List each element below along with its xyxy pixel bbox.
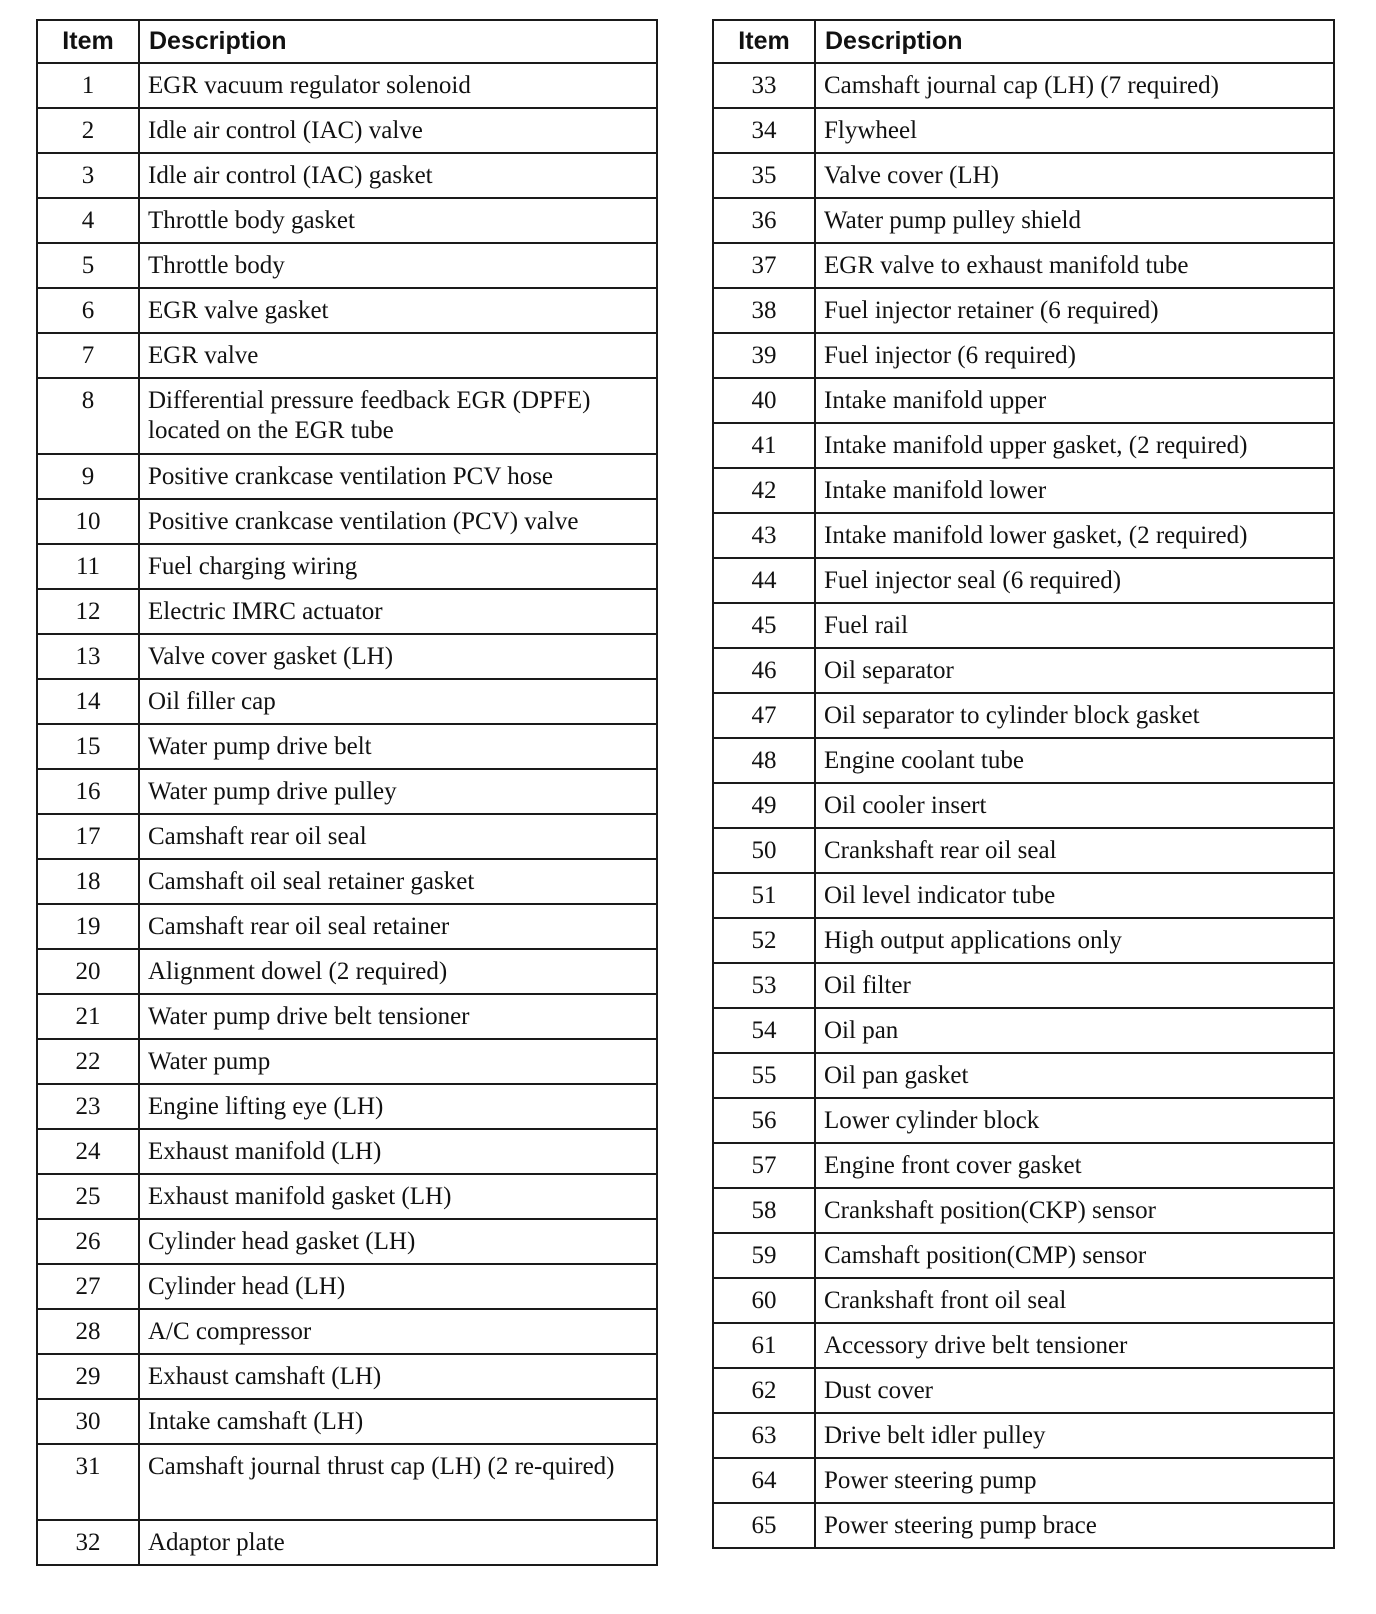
header-row (713, 20, 1334, 63)
item-description: Water pump drive belt (139, 724, 657, 769)
table-row (37, 333, 657, 378)
item-number: 29 (37, 1354, 139, 1399)
item-number: 62 (713, 1368, 815, 1413)
item-number: 32 (37, 1520, 139, 1565)
item-number: 60 (713, 1278, 815, 1323)
table-row (713, 108, 1334, 153)
table-row (37, 1219, 657, 1264)
table-row (713, 1323, 1334, 1368)
item-number: 41 (713, 423, 815, 468)
item-description: EGR valve to exhaust manifold tube (815, 243, 1334, 288)
item-number: 43 (713, 513, 815, 558)
item-number: 65 (713, 1503, 815, 1548)
item-number: 7 (37, 333, 139, 378)
item-description: Crankshaft rear oil seal (815, 828, 1334, 873)
item-number: 51 (713, 873, 815, 918)
parts-legend-table-right (712, 19, 1335, 1549)
item-number: 20 (37, 949, 139, 994)
item-number: 50 (713, 828, 815, 873)
item-description: Camshaft oil seal retainer gasket (139, 859, 657, 904)
item-description: Intake manifold upper gasket, (2 required) (815, 423, 1334, 468)
item-description: Camshaft position(CMP) sensor (815, 1233, 1334, 1278)
item-description: A/C compressor (139, 1309, 657, 1354)
table-row (713, 153, 1334, 198)
table-row (37, 288, 657, 333)
item-description: EGR vacuum regulator solenoid (139, 63, 657, 108)
item-number: 59 (713, 1233, 815, 1278)
item-description: Dust cover (815, 1368, 1334, 1413)
item-number: 63 (713, 1413, 815, 1458)
item-number: 64 (713, 1458, 815, 1503)
table-row (713, 423, 1334, 468)
item-number: 58 (713, 1188, 815, 1233)
item-description: Intake manifold lower gasket, (2 required) (815, 513, 1334, 558)
item-column-header: Item (713, 20, 815, 63)
table-row (37, 108, 657, 153)
item-description: Water pump (139, 1039, 657, 1084)
item-number: 28 (37, 1309, 139, 1354)
table-row (713, 1503, 1334, 1548)
table-row (713, 918, 1334, 963)
item-description: Engine coolant tube (815, 738, 1334, 783)
item-number: 39 (713, 333, 815, 378)
table-row (713, 1458, 1334, 1503)
parts-legend-table-left (36, 19, 658, 1566)
item-description: EGR valve gasket (139, 288, 657, 333)
item-description: EGR valve (139, 333, 657, 378)
item-description: Oil separator (815, 648, 1334, 693)
table-row (713, 1278, 1334, 1323)
item-description: Intake manifold lower (815, 468, 1334, 513)
table-row (713, 693, 1334, 738)
table-row (37, 589, 657, 634)
table-row (37, 1084, 657, 1129)
table-row (713, 468, 1334, 513)
table-row (37, 769, 657, 814)
item-number: 26 (37, 1219, 139, 1264)
item-description: Fuel charging wiring (139, 544, 657, 589)
item-number: 52 (713, 918, 815, 963)
item-description: High output applications only (815, 918, 1334, 963)
table-row (713, 1053, 1334, 1098)
item-description: Exhaust manifold (LH) (139, 1129, 657, 1174)
item-description: Exhaust camshaft (LH) (139, 1354, 657, 1399)
item-number: 5 (37, 243, 139, 288)
item-description: Power steering pump (815, 1458, 1334, 1503)
table-row (713, 1188, 1334, 1233)
table-row (713, 738, 1334, 783)
item-number: 25 (37, 1174, 139, 1219)
item-number: 46 (713, 648, 815, 693)
table-row (37, 198, 657, 243)
item-description: Engine front cover gasket (815, 1143, 1334, 1188)
table-row (713, 558, 1334, 603)
table-row (37, 63, 657, 108)
item-description: Idle air control (IAC) gasket (139, 153, 657, 198)
item-description: Idle air control (IAC) valve (139, 108, 657, 153)
item-description: Camshaft journal cap (LH) (7 required) (815, 63, 1334, 108)
item-description: Flywheel (815, 108, 1334, 153)
item-number: 11 (37, 544, 139, 589)
table-row (713, 1143, 1334, 1188)
item-number: 2 (37, 108, 139, 153)
item-number: 55 (713, 1053, 815, 1098)
item-number: 36 (713, 198, 815, 243)
table-row (37, 1354, 657, 1399)
item-description: Camshaft rear oil seal retainer (139, 904, 657, 949)
item-number: 34 (713, 108, 815, 153)
item-number: 17 (37, 814, 139, 859)
item-description: Oil cooler insert (815, 783, 1334, 828)
item-description: Oil separator to cylinder block gasket (815, 693, 1334, 738)
item-description: Exhaust manifold gasket (LH) (139, 1174, 657, 1219)
description-column-header: Description (139, 20, 657, 63)
item-description: Crankshaft front oil seal (815, 1278, 1334, 1323)
table-row (37, 1264, 657, 1309)
item-description: Differential pressure feedback EGR (DPFE) located on the EGR tube (139, 378, 657, 454)
item-description: Valve cover (LH) (815, 153, 1334, 198)
table-row (713, 1008, 1334, 1053)
item-description: Camshaft rear oil seal (139, 814, 657, 859)
table-row (37, 949, 657, 994)
item-number: 22 (37, 1039, 139, 1084)
item-number: 12 (37, 589, 139, 634)
item-description: Water pump pulley shield (815, 198, 1334, 243)
table-row (713, 243, 1334, 288)
item-number: 44 (713, 558, 815, 603)
description-column-header: Description (815, 20, 1334, 63)
item-number: 45 (713, 603, 815, 648)
item-description: Intake camshaft (LH) (139, 1399, 657, 1444)
table-row (37, 1309, 657, 1354)
table-row (37, 679, 657, 724)
item-number: 14 (37, 679, 139, 724)
item-description: Fuel injector retainer (6 required) (815, 288, 1334, 333)
header-row (37, 20, 657, 63)
table-row (713, 783, 1334, 828)
item-number: 4 (37, 198, 139, 243)
table-body (713, 63, 1334, 1548)
item-number: 15 (37, 724, 139, 769)
item-description: Throttle body gasket (139, 198, 657, 243)
table-row (37, 724, 657, 769)
table-row (713, 873, 1334, 918)
item-number: 18 (37, 859, 139, 904)
table-row (713, 333, 1334, 378)
item-description: Oil pan gasket (815, 1053, 1334, 1098)
table-row (713, 648, 1334, 693)
item-number: 16 (37, 769, 139, 814)
table-row (37, 904, 657, 949)
item-number: 19 (37, 904, 139, 949)
item-number: 6 (37, 288, 139, 333)
table-row (713, 288, 1334, 333)
table-row (37, 153, 657, 198)
table-row (37, 1520, 657, 1565)
item-number: 57 (713, 1143, 815, 1188)
item-number: 23 (37, 1084, 139, 1129)
item-description: Oil pan (815, 1008, 1334, 1053)
table-row (713, 1368, 1334, 1413)
table-row (37, 378, 657, 454)
item-description: Electric IMRC actuator (139, 589, 657, 634)
item-number: 21 (37, 994, 139, 1039)
item-number: 48 (713, 738, 815, 783)
item-number: 38 (713, 288, 815, 333)
item-description: Drive belt idler pulley (815, 1413, 1334, 1458)
item-description: Throttle body (139, 243, 657, 288)
table-row (713, 63, 1334, 108)
item-description: Alignment dowel (2 required) (139, 949, 657, 994)
table-row (37, 859, 657, 904)
table-row (713, 1233, 1334, 1278)
table-row (37, 1399, 657, 1444)
table-row (37, 454, 657, 499)
table-row (713, 513, 1334, 558)
item-number: 31 (37, 1444, 139, 1520)
table-body (37, 63, 657, 1565)
table-row (713, 828, 1334, 873)
item-number: 35 (713, 153, 815, 198)
item-number: 10 (37, 499, 139, 544)
table-row (37, 499, 657, 544)
item-description: Fuel injector (6 required) (815, 333, 1334, 378)
table-row (37, 1039, 657, 1084)
item-description: Engine lifting eye (LH) (139, 1084, 657, 1129)
item-number: 61 (713, 1323, 815, 1368)
item-number: 9 (37, 454, 139, 499)
table-row (37, 814, 657, 859)
item-description: Fuel injector seal (6 required) (815, 558, 1334, 603)
table-row (713, 963, 1334, 1008)
item-number: 13 (37, 634, 139, 679)
table-row (713, 1413, 1334, 1458)
item-description: Lower cylinder block (815, 1098, 1334, 1143)
item-number: 56 (713, 1098, 815, 1143)
table-row (37, 994, 657, 1039)
item-description: Oil level indicator tube (815, 873, 1334, 918)
item-number: 33 (713, 63, 815, 108)
item-number: 49 (713, 783, 815, 828)
item-description: Positive crankcase ventilation (PCV) valve (139, 499, 657, 544)
item-number: 1 (37, 63, 139, 108)
item-number: 24 (37, 1129, 139, 1174)
item-number: 40 (713, 378, 815, 423)
item-number: 54 (713, 1008, 815, 1053)
item-column-header: Item (37, 20, 139, 63)
item-description: Fuel rail (815, 603, 1334, 648)
table-row (37, 634, 657, 679)
item-description: Water pump drive belt tensioner (139, 994, 657, 1039)
table-row (713, 1098, 1334, 1143)
item-description: Cylinder head gasket (LH) (139, 1219, 657, 1264)
item-description: Accessory drive belt tensioner (815, 1323, 1334, 1368)
item-number: 42 (713, 468, 815, 513)
item-description: Cylinder head (LH) (139, 1264, 657, 1309)
item-number: 47 (713, 693, 815, 738)
item-description: Valve cover gasket (LH) (139, 634, 657, 679)
item-number: 8 (37, 378, 139, 454)
table-row (37, 1174, 657, 1219)
item-description: Oil filter (815, 963, 1334, 1008)
table-row (37, 1129, 657, 1174)
item-description: Crankshaft position(CKP) sensor (815, 1188, 1334, 1233)
item-description: Positive crankcase ventilation PCV hose (139, 454, 657, 499)
item-description: Power steering pump brace (815, 1503, 1334, 1548)
table-row (37, 243, 657, 288)
item-description: Oil filler cap (139, 679, 657, 724)
item-number: 3 (37, 153, 139, 198)
item-number: 30 (37, 1399, 139, 1444)
item-description: Camshaft journal thrust cap (LH) (2 re-quired) (139, 1444, 657, 1520)
table-row (713, 603, 1334, 648)
item-description: Intake manifold upper (815, 378, 1334, 423)
table-row (713, 198, 1334, 243)
table-row (37, 544, 657, 589)
item-number: 53 (713, 963, 815, 1008)
table-row (37, 1444, 657, 1520)
item-description: Water pump drive pulley (139, 769, 657, 814)
item-number: 37 (713, 243, 815, 288)
table-row (713, 378, 1334, 423)
item-description: Adaptor plate (139, 1520, 657, 1565)
item-number: 27 (37, 1264, 139, 1309)
